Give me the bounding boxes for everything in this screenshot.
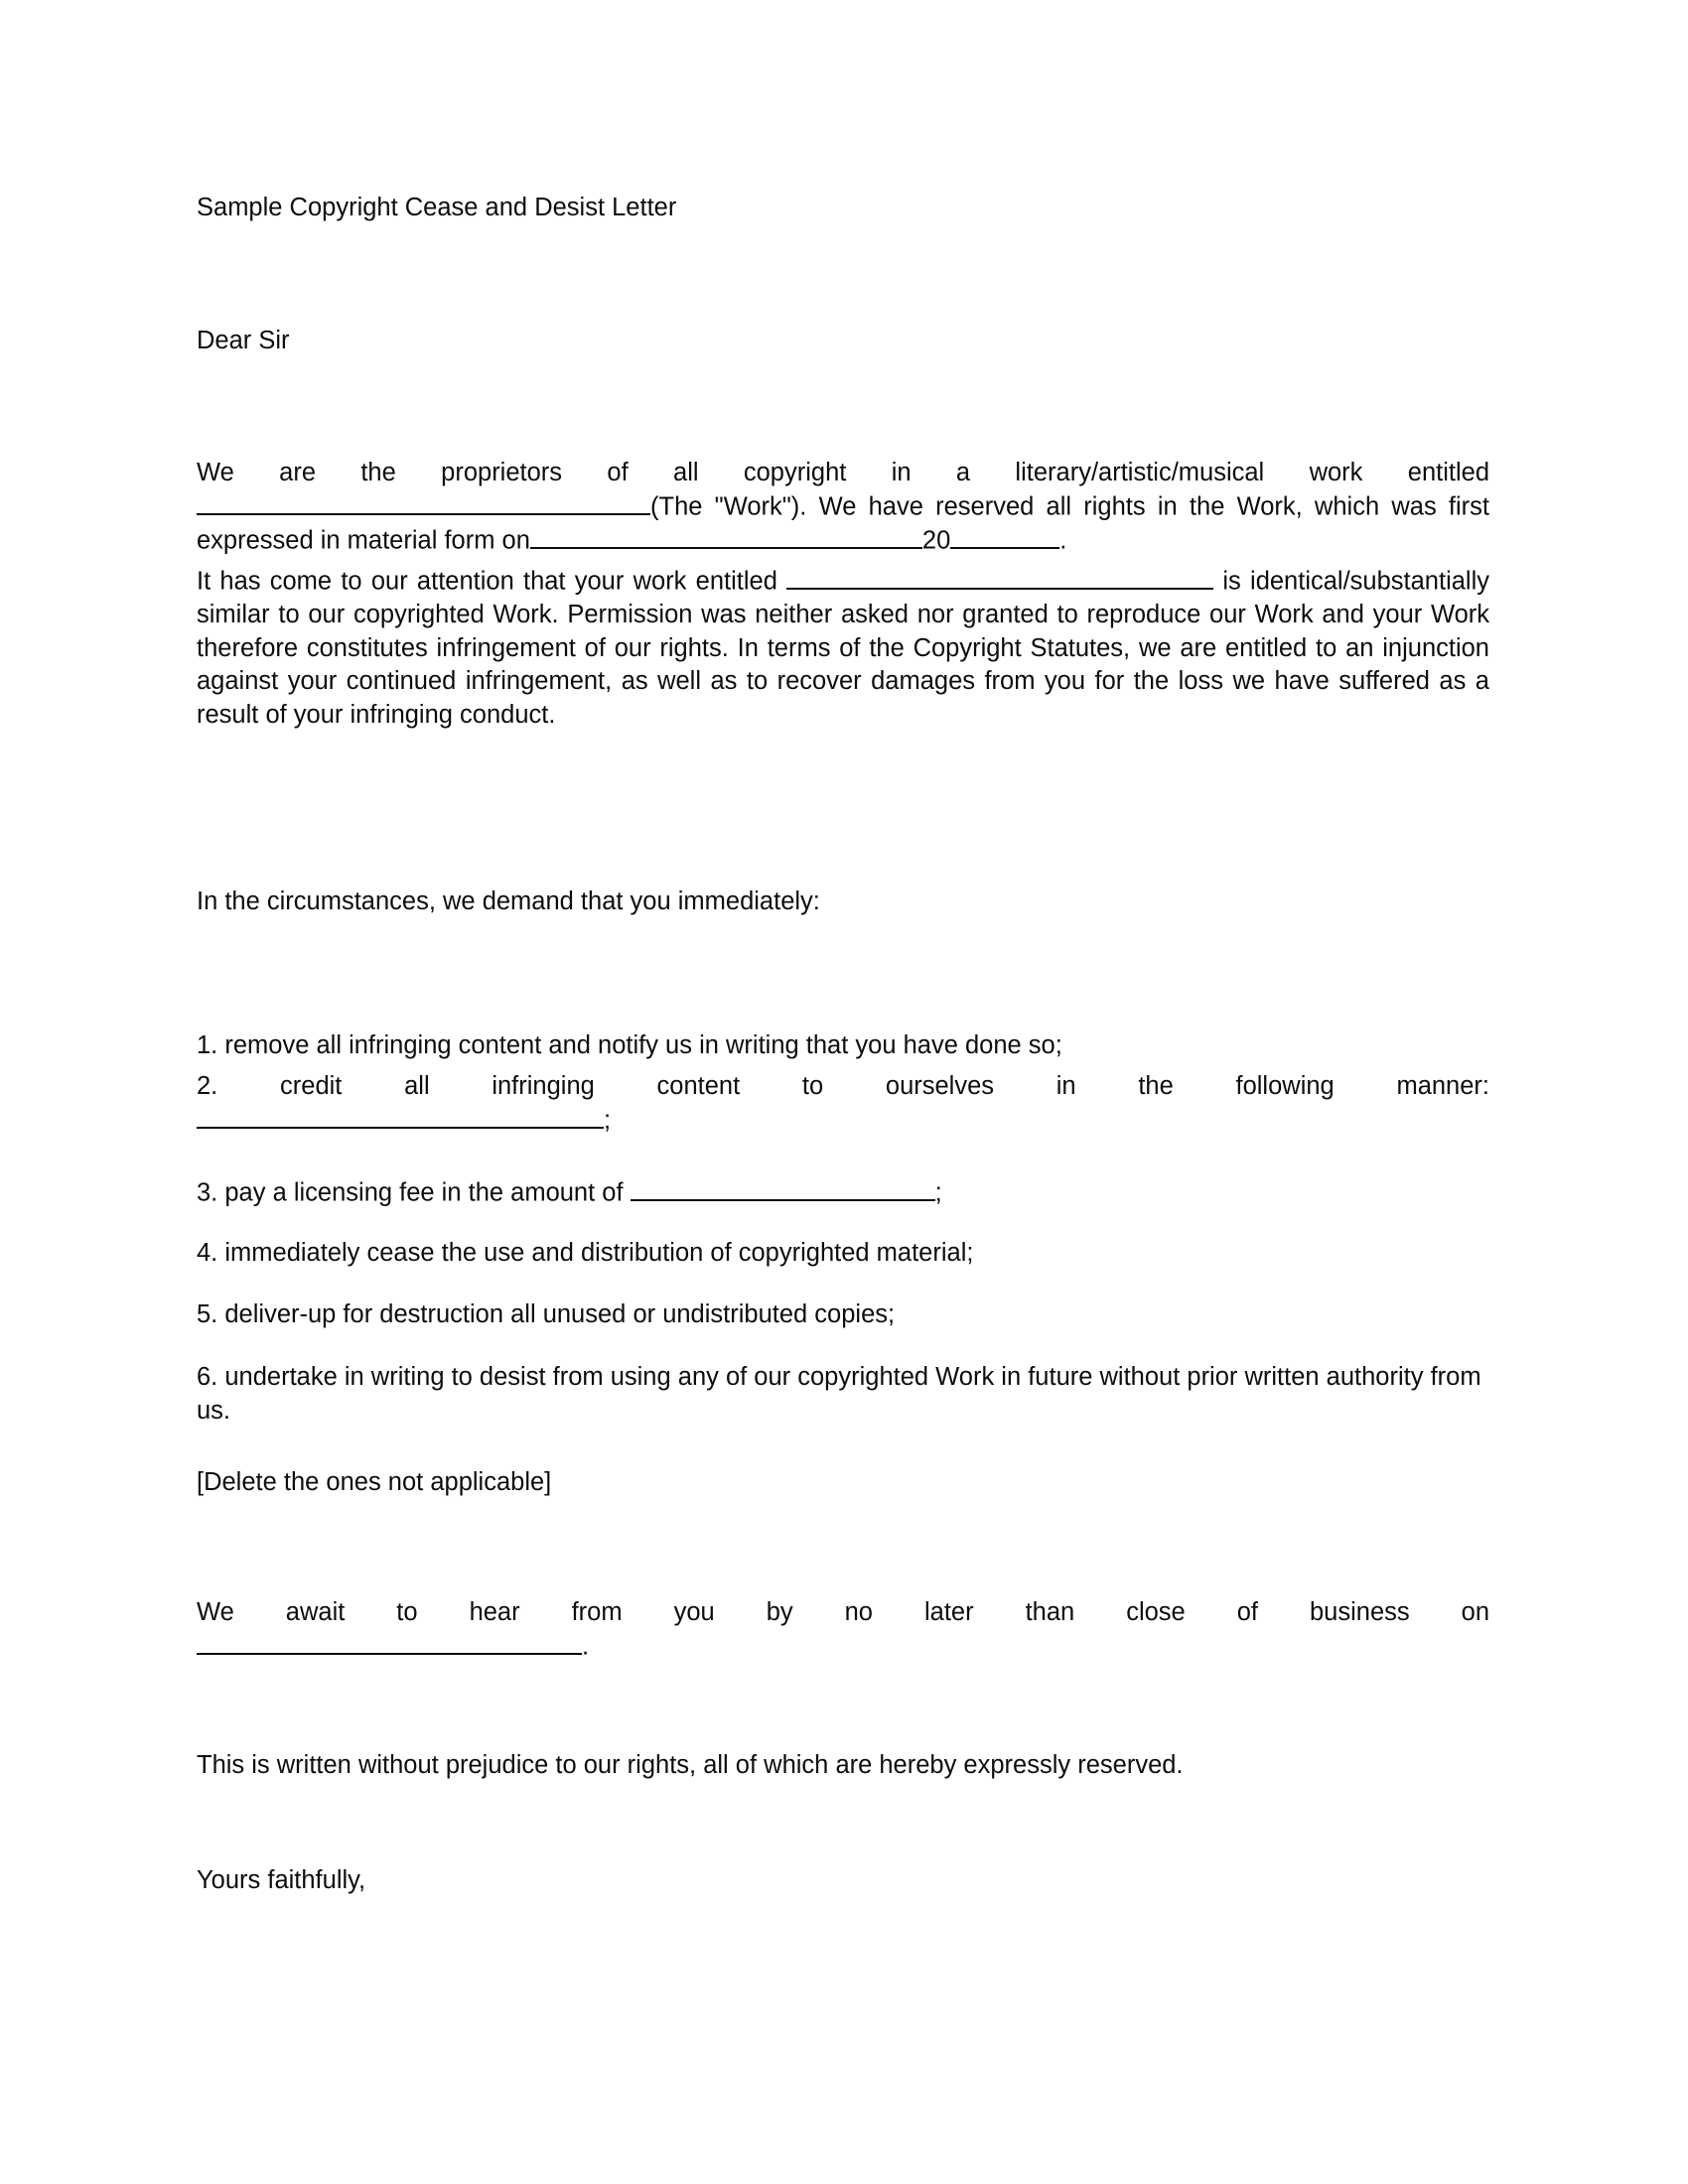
- paragraph-deadline-period: .: [582, 1632, 590, 1661]
- list-item-number: 6.: [197, 1363, 218, 1391]
- list-item: [197, 1070, 1489, 1138]
- paragraph-deadline: [197, 1596, 1489, 1664]
- blank-work-title[interactable]: [197, 490, 650, 515]
- list-item: [197, 1237, 1489, 1271]
- paragraph-proprietors-line1: We are the proprietors of all copyright in a literary/artistic/musical work entitled: [197, 459, 1489, 486]
- page-title: Sample Copyright Cease and Desist Letter: [197, 194, 677, 221]
- list-item-number: 3.: [197, 1178, 218, 1207]
- list-item-number: 5.: [197, 1300, 218, 1328]
- paragraph-infringement-notice: [197, 565, 1489, 733]
- list-item-number: 2.: [197, 1072, 218, 1100]
- blank-response-deadline[interactable]: [197, 1630, 582, 1655]
- salutation: Dear Sir: [197, 327, 290, 354]
- paragraph-proprietors-line2: (The "Work"). We have reserved all rights in the Work, which was first expressed in material form on: [197, 492, 1489, 555]
- list-item-number: 4.: [197, 1239, 218, 1267]
- blank-credit-manner[interactable]: [197, 1104, 604, 1129]
- paragraph-demand-intro: In the circumstances, we demand that you immediately:: [197, 887, 820, 915]
- list-item: [197, 1361, 1489, 1428]
- list-item: [197, 1298, 1489, 1332]
- list-item-suffix: ;: [934, 1178, 942, 1207]
- blank-year[interactable]: [950, 524, 1059, 549]
- paragraph-without-prejudice: This is written without prejudice to our rights, all of which are hereby expressly reserved.: [197, 1751, 1184, 1779]
- list-item-text: deliver-up for destruction all unused or undistributed copies;: [224, 1300, 896, 1328]
- blank-licensing-fee[interactable]: [631, 1176, 935, 1201]
- list-item: [197, 1176, 1489, 1210]
- paragraph-proprietors-period: .: [1059, 526, 1067, 555]
- list-item-text: pay a licensing fee in the amount of: [224, 1178, 624, 1207]
- list-item-text: immediately cease the use and distribution of copyrighted material;: [224, 1239, 974, 1267]
- list-item: [197, 1029, 1489, 1063]
- blank-your-work-title[interactable]: [786, 565, 1213, 590]
- paragraph-proprietors: [197, 457, 1489, 558]
- list-item-text: undertake in writing to desist from using any of our copyrighted Work in future without prior written authority from us.: [197, 1363, 1481, 1425]
- blank-first-expressed-date[interactable]: [530, 524, 922, 549]
- paragraph-infringement-seg2: is identical/substantially similar to our copyrighted Work. Permission was neither asked nor granted to reproduce our Work and your Work therefore constitutes infringement of our rights. In terms of the Copyright Statutes, we are entitled to an injunction against your continued infringement, as well as to recover damages from you for the loss we have suffered as a result of your infringing conduct.: [197, 567, 1489, 730]
- paragraph-proprietors-year-prefix: 20: [921, 526, 951, 555]
- list-item-line: [197, 1070, 1489, 1104]
- signoff: Yours faithfully,: [197, 1866, 366, 1894]
- list-item-number: 1.: [197, 1031, 218, 1059]
- list-item-suffix: ;: [604, 1106, 612, 1135]
- editorial-note: [Delete the ones not applicable]: [197, 1468, 552, 1496]
- list-item-text: credit all infringing content to ourselves in the following manner:: [280, 1072, 1489, 1100]
- paragraph-deadline-line1: We await to hear from you by no later than close of business on: [197, 1598, 1489, 1626]
- list-item-text: remove all infringing content and notify us in writing that you have done so;: [224, 1031, 1062, 1059]
- paragraph-infringement-seg1: It has come to our attention that your work entitled: [197, 567, 777, 596]
